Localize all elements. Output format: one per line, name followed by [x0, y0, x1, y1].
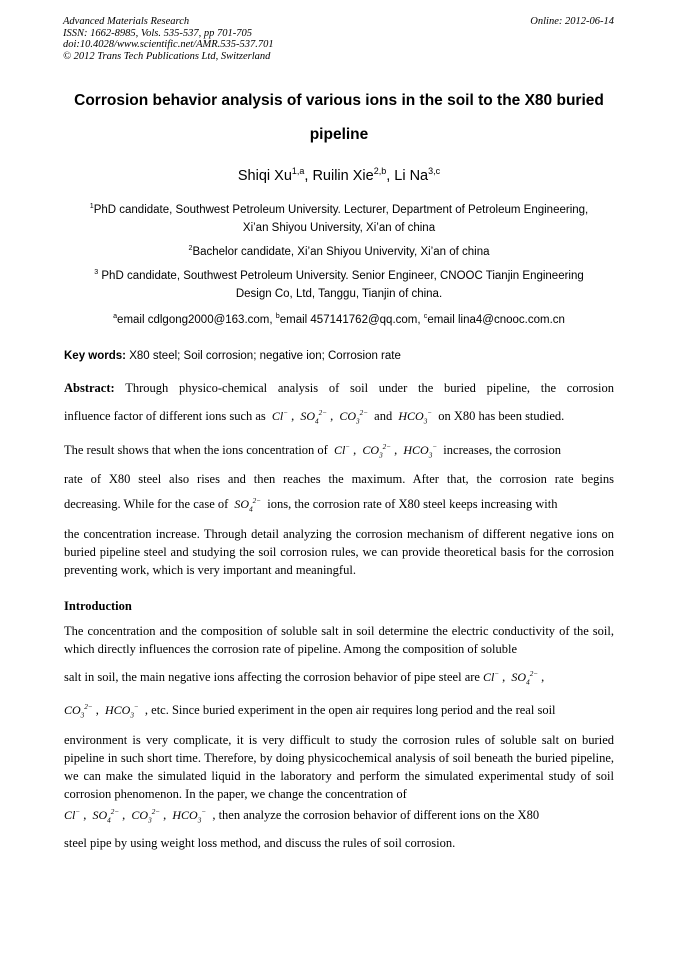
ion-formula — [511, 670, 539, 687]
ion-formula — [300, 409, 328, 426]
ion-sub: 3 — [356, 417, 360, 426]
abstract-line: rate of X80 steel also rises and then reaches the maximum. After that, the corrosion rate begins — [64, 472, 614, 486]
keywords-label: Key words: — [64, 350, 126, 362]
abstract-line — [64, 381, 614, 396]
ion-formula — [92, 808, 120, 825]
ion-base: SO — [511, 670, 527, 684]
ion-charge: 2− — [151, 808, 161, 816]
ion-formula — [234, 497, 262, 514]
ion-charge: − — [133, 703, 139, 711]
online-date: Online: 2012-06-14 — [530, 16, 614, 27]
comma: , — [394, 443, 398, 457]
ion-base: SO — [234, 497, 250, 511]
affiliation-1 — [40, 201, 638, 237]
comma: , — [83, 808, 87, 822]
ion-formula — [362, 443, 392, 460]
comma: , — [95, 703, 99, 717]
ion-formula — [131, 808, 161, 825]
ion-base: CO — [362, 443, 380, 457]
abstract-text: increases, the corrosion — [443, 443, 561, 457]
copyright: © 2012 Trans Tech Publications Ltd, Switzerland — [63, 50, 271, 62]
author-list — [40, 168, 638, 184]
comma: , — [502, 670, 506, 684]
ion-sub: 4 — [315, 417, 319, 426]
ion-sub: 3 — [130, 711, 134, 720]
intro-paragraph-1: The concentration and the composition of soluble salt in soil determine the electric conductivity of the soil, which directly influences the corrosion rate of pipeline. Among the composition of soluble — [64, 624, 614, 656]
author-sep: , — [304, 168, 313, 184]
ion-base: SO — [92, 808, 108, 822]
intro-text: , then analyze the corrosion behavior of different ions on the X80 — [212, 808, 540, 822]
ion-base: CO — [131, 808, 149, 822]
ion-base: Cl — [64, 808, 76, 822]
ion-base: SO — [300, 409, 316, 423]
ion-sub: 3 — [80, 711, 85, 720]
email-text: email cdlgong2000@163.com, — [117, 314, 276, 326]
author-name: Ruilin Xie — [312, 168, 374, 184]
ion-formula — [398, 409, 433, 426]
paper-title-line-2: pipeline — [309, 126, 369, 143]
abstract-line — [64, 497, 614, 512]
intro-text: , etc. Since buried experiment in the open air requires long period and the real soil — [144, 703, 556, 717]
author-name: Shiqi Xu — [237, 168, 292, 184]
email-sup: b — [275, 312, 280, 321]
author-sup: 1,a — [291, 166, 305, 177]
intro-line — [64, 808, 614, 823]
ion-formula — [104, 703, 139, 720]
ion-sub: 4 — [107, 816, 111, 825]
comma: , — [163, 808, 167, 822]
aff-sup: 3 — [94, 268, 99, 277]
keywords-text: X80 steel; Soil corrosion; negative ion; Corrosion rate — [126, 350, 401, 362]
email-sup: a — [113, 312, 118, 321]
intro-paragraph-2: environment is very complicate, it is very difficult to study the corrosion rules of soluble salt on buried pipeline in such short time. Therefore, by doing physicochemical analysis of soil beneath the buried pipeline, we can make the simulated liquid in the laboratory and perform the simulated experimental study of soil corrosion phenomenon. In the paper, we change the concentration of — [64, 733, 614, 801]
ion-formula — [339, 409, 369, 426]
ion-formula — [64, 703, 93, 720]
ion-sub: 3 — [428, 451, 433, 460]
email-text: email lina4@cnooc.com.cn — [427, 314, 565, 326]
ion-sub: 3 — [197, 816, 202, 825]
ion-charge: 2− — [252, 497, 262, 505]
ion-formula — [272, 409, 288, 423]
ion-charge: − — [201, 808, 207, 816]
aff-sup: 1 — [89, 202, 94, 211]
aff-sup: 2 — [188, 244, 193, 253]
aff-text: PhD candidate, Southwest Petroleum University. Senior Engineer, CNOOC Tianjin Engineering — [98, 270, 584, 282]
aff-text: PhD candidate, Southwest Petroleum University. Lecturer, Department of Petroleum Engineering, — [93, 204, 589, 216]
ion-formula — [483, 670, 499, 684]
abstract-text: and — [374, 409, 393, 423]
ion-sub: 3 — [423, 417, 428, 426]
intro-text: salt in soil, the main negative ions affecting the corrosion behavior of pipe steel are — [64, 670, 480, 684]
intro-line — [64, 670, 614, 685]
author-sep: , — [386, 168, 395, 184]
ion-charge: 2− — [359, 409, 369, 417]
abstract-text: on X80 has been studied. — [438, 409, 565, 423]
author-name: Li Na — [394, 168, 429, 184]
ion-charge: − — [345, 443, 351, 451]
aff-text: Bachelor candidate, Xi’an Shiyou Univervity, Xi’an of china — [192, 246, 490, 258]
ion-formula — [172, 808, 207, 825]
ion-base: Cl — [271, 409, 284, 423]
ion-charge: 2− — [529, 670, 539, 678]
keywords — [64, 350, 401, 362]
abstract-text: influence factor of different ions such as — [64, 409, 266, 423]
abstract-line — [64, 443, 614, 458]
ion-charge: − — [427, 409, 433, 417]
email-text: email 457141762@qq.com, — [279, 314, 424, 326]
ion-charge: 2− — [382, 443, 392, 451]
issn: ISSN: 1662-8985, Vols. 535-537, pp 701-705 — [63, 27, 252, 39]
doi: doi:10.4028/www.scientific.net/AMR.535-537.701 — [63, 39, 274, 50]
ion-charge: 2− — [84, 703, 93, 711]
ion-sub: 3 — [148, 816, 152, 825]
abstract-text: Through physico-chemical analysis of soil under the buried pipeline, the corrosion — [114, 381, 614, 395]
ion-charge: − — [494, 670, 500, 678]
author-sup: 3,c — [428, 166, 441, 177]
abstract-line — [64, 409, 614, 424]
email-line — [40, 311, 638, 329]
ion-base: Cl — [482, 670, 495, 684]
journal-header — [63, 16, 274, 62]
abstract-text: The result shows that when the ions concentration of — [64, 443, 328, 457]
ion-formula — [334, 443, 350, 457]
intro-line: steel pipe by using weight loss method, and discuss the rules of soil corrosion. — [64, 836, 456, 850]
ion-base: HCO — [104, 703, 131, 717]
ion-base: HCO — [398, 409, 424, 423]
ion-charge: − — [283, 409, 289, 417]
affiliation-2 — [40, 243, 638, 261]
comma: , — [330, 409, 334, 423]
journal-name: Advanced Materials Research — [63, 16, 190, 27]
ion-base: Cl — [333, 443, 346, 457]
author-sup: 2,b — [373, 166, 387, 177]
ion-charge: − — [432, 443, 438, 451]
aff-text: Design Co, Ltd, Tanggu, Tianjin of china. — [235, 288, 443, 300]
ion-charge: 2− — [110, 808, 120, 816]
comma: , — [353, 443, 357, 457]
email-sup: c — [423, 312, 428, 321]
comma: , — [541, 670, 545, 684]
ion-base: HCO — [172, 808, 198, 822]
ion-sub: 4 — [249, 505, 253, 514]
ion-charge: 2− — [318, 409, 328, 417]
abstract-text: decreasing. While for the case of — [64, 497, 229, 511]
paper-title-line-1: Corrosion behavior analysis of various ions in the soil to the X80 buried — [74, 92, 604, 109]
ion-base: CO — [339, 409, 356, 423]
introduction-heading: Introduction — [64, 599, 132, 613]
ion-formula — [403, 443, 438, 460]
abstract-paragraph-end: the concentration increase. Through detail analyzing the corrosion mechanism of different negative ions on buried pipeline steel and studying the soil corrosion rules, we can provide theoretical basis for the corrosion preventing work, which is very important and meaningful. — [64, 527, 614, 577]
intro-line — [64, 703, 614, 718]
comma: , — [291, 409, 295, 423]
abstract-label: Abstract: — [64, 381, 115, 395]
abstract-text: ions, the corrosion rate of X80 steel keeps increasing with — [267, 497, 558, 511]
ion-sub: 3 — [379, 451, 383, 460]
ion-sub: 4 — [526, 678, 530, 687]
comma: , — [122, 808, 126, 822]
ion-formula — [64, 808, 80, 822]
ion-charge: − — [75, 808, 81, 816]
ion-base: CO — [64, 703, 81, 717]
ion-base: HCO — [403, 443, 429, 457]
affiliation-3 — [40, 267, 638, 303]
aff-text: Xi’an Shiyou University, Xi’an of china — [242, 222, 436, 234]
